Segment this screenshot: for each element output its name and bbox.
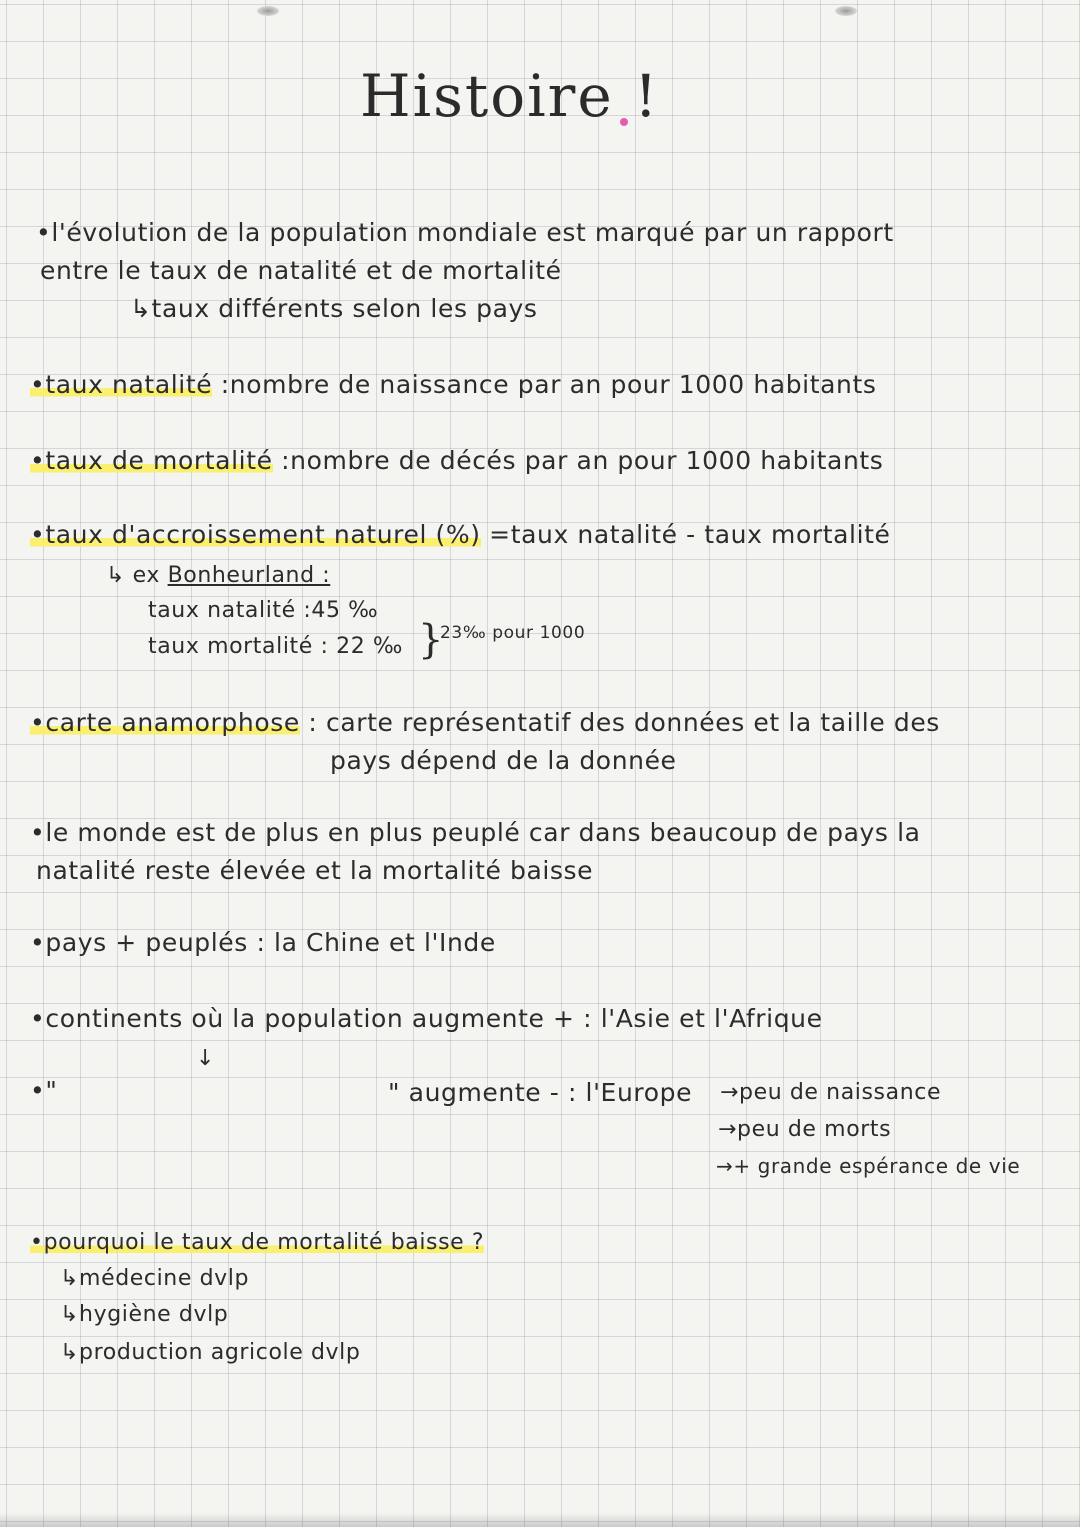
pourquoi-item-medecine: ↳médecine dvlp <box>60 1266 250 1291</box>
reason-peu-naissance: →peu de naissance <box>720 1080 942 1105</box>
example-prefix: ↳ ex <box>106 563 160 588</box>
title-text: Histoire <box>360 62 614 130</box>
accroissement-definition <box>30 520 891 549</box>
pays-peuples: •pays + peuplés : la Chine et l'Inde <box>30 928 496 957</box>
mortalite-text: :nombre de décés par an pour 1000 habitants <box>281 446 884 475</box>
continents-plus: •continents où la population augmente + : l'Asie et l'Afrique <box>30 1004 823 1033</box>
pourquoi-question-text: •pourquoi le taux de mortalité baisse ? <box>30 1230 485 1255</box>
pourquoi-item-hygiene: ↳hygiène dvlp <box>60 1302 229 1327</box>
binder-hole-left <box>257 6 279 16</box>
intro-line-1: •l'évolution de la population mondiale est marqué par un rapport <box>36 218 894 247</box>
anamorphose-line-1 <box>30 708 940 737</box>
ditto-down-arrow: ↓ <box>196 1046 215 1071</box>
pourquoi-question <box>30 1230 484 1255</box>
monde-line-2: natalité reste élevée et la mortalité baisse <box>36 856 594 885</box>
anamorphose-text: : carte représentatif des données et la taille des <box>308 708 940 737</box>
natalite-term: •taux natalité <box>30 370 213 399</box>
natalite-text: :nombre de naissance par an pour 1000 habitants <box>220 370 877 399</box>
page-title <box>360 62 659 130</box>
example-name: Bonheurland : <box>167 563 331 588</box>
anamorphose-line-2: pays dépend de la donnée <box>330 746 677 775</box>
continents-moins-prefix: " augmente - <box>388 1078 560 1107</box>
accroissement-term: •taux d'accroissement naturel (%) <box>30 520 481 549</box>
example-result: 23‰ pour 1000 <box>440 623 586 643</box>
anamorphose-term: •carte anamorphose <box>30 708 300 737</box>
ditto-mark: •" <box>30 1076 58 1105</box>
reason-peu-morts: →peu de morts <box>718 1117 892 1142</box>
example-natalite: taux natalité :45 ‰ <box>148 598 379 623</box>
example-brace: } <box>418 617 444 663</box>
binder-hole-right <box>835 6 857 16</box>
natalite-definition <box>30 370 877 399</box>
example-heading <box>106 563 330 588</box>
continents-moins-line <box>388 1078 692 1107</box>
example-mortalite: taux mortalité : 22 ‰ <box>148 634 403 659</box>
page-bottom-edge <box>0 1513 1080 1527</box>
reason-esperance-vie: →+ grande espérance de vie <box>716 1154 1021 1178</box>
accroissement-formula: =taux natalité - taux mortalité <box>489 520 891 549</box>
monde-line-1: •le monde est de plus en plus peuplé car dans beaucoup de pays la <box>30 818 921 847</box>
continents-moins-region: : l'Europe <box>567 1078 693 1107</box>
mortalite-term: •taux de mortalité <box>30 446 273 475</box>
pourquoi-item-production: ↳production agricole dvlp <box>60 1340 361 1365</box>
intro-line-3: ↳taux différents selon les pays <box>130 294 538 323</box>
mortalite-definition <box>30 446 883 475</box>
title-accent-dot <box>620 118 628 126</box>
title-exclamation: ! <box>634 62 660 130</box>
intro-line-2: entre le taux de natalité et de mortalité <box>40 256 562 285</box>
